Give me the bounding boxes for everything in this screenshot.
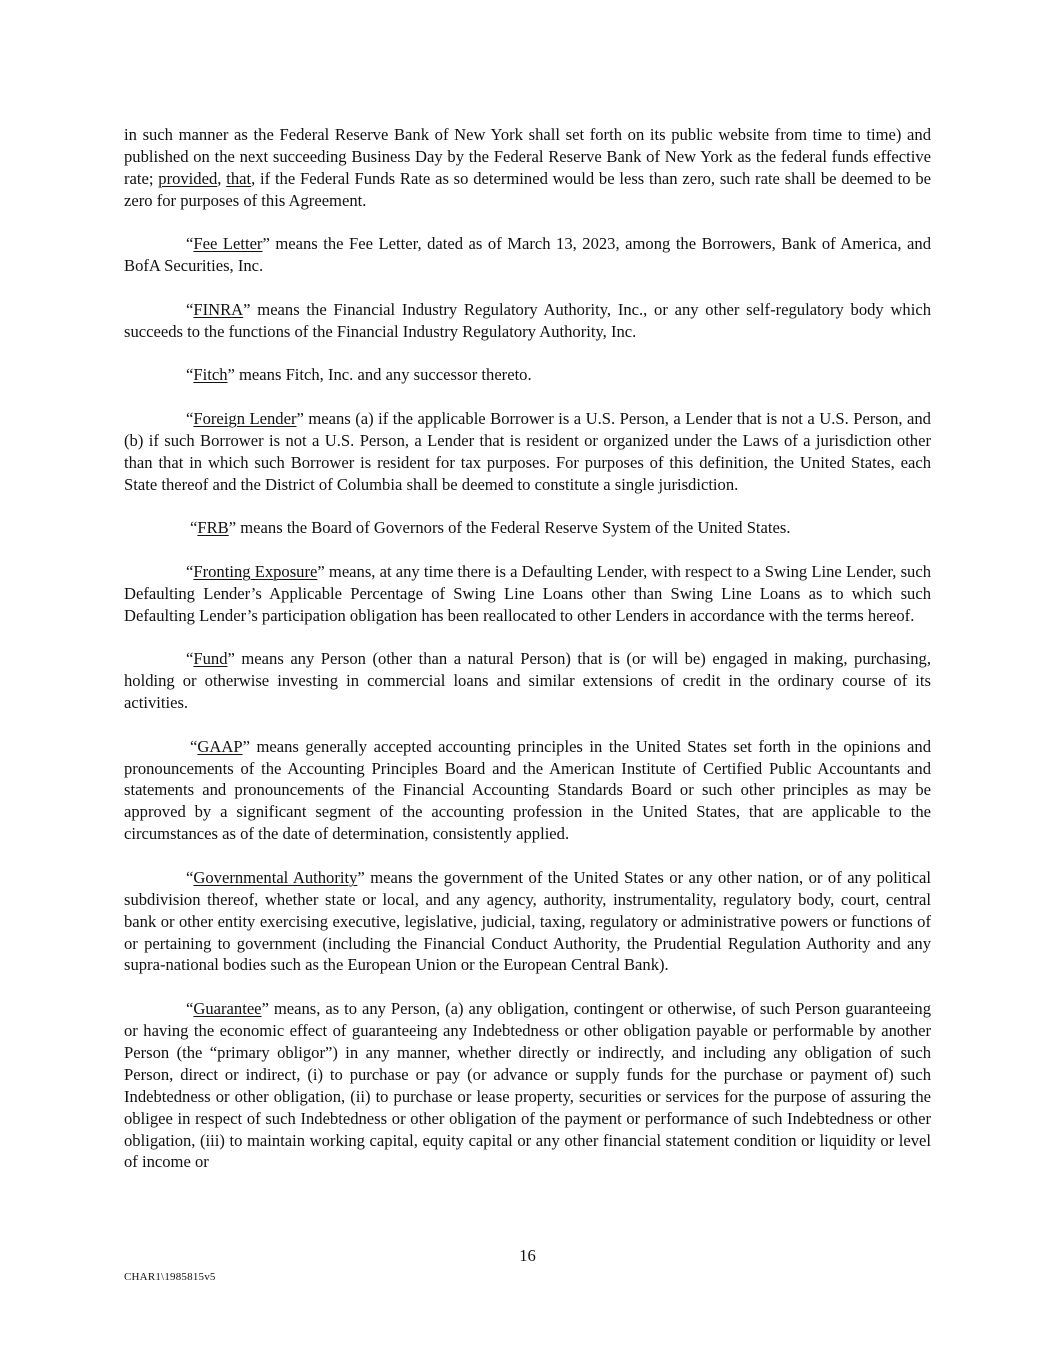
defined-term: FINRA (193, 299, 244, 319)
definition-text: means (a) if the applicable Borrower is a U.S. Person, a Lender that is not a U.S. Person, and (b) if such Borrower is not a U.S. Person, a Lender that is resident or organized under the Laws of a jurisdiction other than that in which such Borrower is resident for tax purposes. For purposes of this definition, the United States, each State thereof and the District of Columbia shall be deemed to constitute a single jurisdiction. (124, 408, 931, 494)
definition-text: means generally accepted accounting principles in the United States set forth in the opinions and pronouncements of the Accounting Principles Board and the American Institute of Certified Public Accountants and statements and pronouncements of the Financial Accounting Standards Board or such other principles as may be approved by a significant segment of the accounting profession in the United States, that are applicable to the circumstances as of the date of determination, consistently applied. (124, 736, 931, 844)
underlined-that: that (226, 168, 252, 188)
document-body (124, 124, 931, 1195)
close-quote: ” (357, 867, 365, 887)
open-quote: “ (190, 736, 198, 756)
close-quote: ” (228, 518, 237, 538)
open-quote: “ (186, 365, 194, 385)
defined-term: Fund (193, 649, 228, 669)
defined-term: Fronting Exposure (193, 561, 318, 581)
open-quote: “ (186, 649, 194, 669)
definition-fund (124, 648, 931, 714)
defined-term: Foreign Lender (193, 408, 297, 428)
open-quote: “ (186, 561, 194, 581)
definition-foreign-lender (124, 408, 931, 496)
definition-finra (124, 299, 931, 343)
definition-frb (124, 517, 931, 539)
close-quote: ” (317, 561, 325, 581)
close-quote: ” (227, 365, 235, 385)
open-quote: “ (186, 867, 194, 887)
definition-fronting-exposure (124, 561, 931, 627)
close-quote: ” (243, 299, 251, 319)
close-quote: ” (296, 408, 304, 428)
open-quote: “ (186, 408, 194, 428)
definition-fee-letter (124, 233, 931, 277)
paragraph-text: in such manner as the Federal Reserve Bank of New York shall set forth on its public website from time to time) and published on the next succeeding Business Day by the Federal Reserve Bank of New York as the federal funds effective rate; (124, 125, 931, 188)
defined-term: Governmental Authority (193, 867, 358, 887)
defined-term: Fitch (193, 365, 228, 385)
defined-term: Fee Letter (193, 234, 263, 254)
defined-term: Guarantee (193, 999, 262, 1019)
definition-governmental-authority (124, 867, 931, 977)
definition-text: means the government of the United States or any other nation, or of any political subdivision thereof, whether state or local, and any agency, authority, instrumentality, regulatory body, court, central bank or other entity exercising executive, legislative, judicial, taxing, regulatory or administrative powers or functions of or pertaining to government (including the Financial Conduct Authority, the Prudential Regulation Authority and any supra-national bodies such as the European Union or the European Central Bank). (124, 867, 931, 975)
definition-text: means any Person (other than a natural Person) that is (or will be) engaged in making, purchasing, holding or otherwise investing in commercial loans and similar extensions of credit in the ordinary course of its activities. (124, 649, 931, 713)
defined-term: GAAP (197, 736, 243, 756)
close-quote: ” (262, 234, 270, 254)
open-quote: “ (186, 999, 194, 1019)
paragraph-federal-funds-continued (124, 124, 931, 212)
definition-gaap (124, 736, 931, 846)
document-id: CHAR1\1985815v5 (124, 1271, 216, 1283)
definition-text: means the Fee Letter, dated as of March 13, 2023, among the Borrowers, Bank of America, and BofA Securities, Inc. (124, 234, 931, 276)
definition-text: means Fitch, Inc. and any successor thereto. (234, 365, 532, 385)
underlined-provided: provided (158, 168, 218, 188)
defined-term: FRB (197, 518, 229, 538)
open-quote: “ (186, 299, 194, 319)
close-quote: ” (242, 736, 250, 756)
definition-text: means, at any time there is a Defaulting Lender, with respect to a Swing Line Lender, such Defaulting Lender’s Applicable Percentage of Swing Line Loans other than Swing Line Loans as to which such Defaulting Lender’s participation obligation has been reallocated to other Lenders in accordance with the terms hereof. (124, 561, 931, 625)
definition-fitch (124, 364, 931, 386)
definition-guarantee (124, 998, 931, 1173)
close-quote: ” (261, 999, 269, 1019)
definition-text: means the Board of Governors of the Federal Reserve System of the United States. (236, 518, 791, 538)
paragraph-text: , (217, 168, 227, 188)
open-quote: “ (186, 234, 194, 254)
paragraph-text: , if the Federal Funds Rate as so determined would be less than zero, such rate shall be deemed to be zero for purposes of this Agreement. (124, 168, 931, 210)
close-quote: ” (227, 649, 235, 669)
definition-text: means the Financial Industry Regulatory Authority, Inc., or any other self-regulatory body which succeeds to the functions of the Financial Industry Regulatory Authority, Inc. (124, 299, 931, 341)
definition-text: means, as to any Person, (a) any obligation, contingent or otherwise, of such Person guaranteeing or having the economic effect of guaranteeing any Indebtedness or other obligation payable or performable by another Person (the “primary obligor”) in any manner, whether directly or indirectly, and including any obligation of such Person, direct or indirect, (i) to purchase or pay (or advance or supply funds for the purchase or payment of) such Indebtedness or other obligation, (ii) to purchase or lease property, securities or services for the purpose of assuring the obligee in respect of such Indebtedness or other obligation of the payment or performance of such Indebtedness or other obligation, (iii) to maintain working capital, equity capital or any other financial statement condition or liquidity or level of income or (124, 999, 931, 1172)
page-number: 16 (519, 1246, 536, 1265)
open-quote: “ (190, 518, 198, 538)
